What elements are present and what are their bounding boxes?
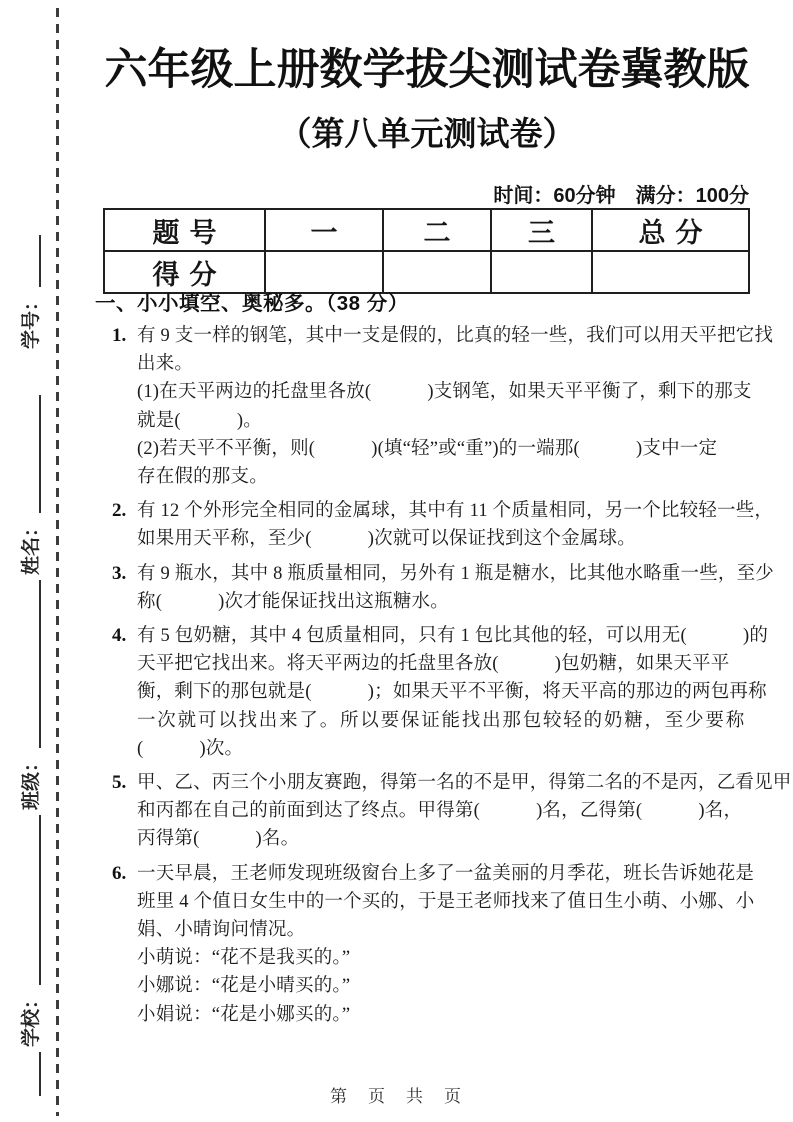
question-line: 班里 4 个值日女生中的一个买的，于是王老师找来了值日生小萌、小娜、小 <box>137 891 755 912</box>
question-5 <box>95 769 792 854</box>
score-cell-2 <box>383 251 491 293</box>
question-line: 有 5 包奶糖，其中 4 包质量相同，只有 1 包比其他的轻，可以用无( )的 <box>137 626 769 647</box>
question-2 <box>95 497 775 553</box>
question-number: 6. <box>112 862 127 884</box>
question-line: 如果用天平称，至少( )次就可以保证找到这个金属球。 <box>137 529 636 550</box>
question-1 <box>95 322 775 491</box>
binding-dashed-line <box>56 8 59 1116</box>
questions-section <box>95 292 792 1029</box>
question-line: 甲、乙、丙三个小朋友赛跑，得第一名的不是甲，得第二名的不是丙，乙看见甲 <box>137 773 792 794</box>
question-line: 娟、小晴询问情况。 <box>137 920 306 941</box>
score-header-total: 总分 <box>592 209 749 251</box>
question-line: (1)在天平两边的托盘里各放( )支钢笔，如果天平平衡了，剩下的那支 <box>137 382 752 403</box>
sidebar-field-student-id: 学号： <box>20 291 42 349</box>
fill-line <box>18 235 41 287</box>
score-cell-3 <box>491 251 592 293</box>
score-table <box>103 208 750 294</box>
question-line: (2)若天平不平衡，则( )(填“轻”或“重”)的一端那( )支中一定 <box>137 438 718 459</box>
question-line: 和丙都在自己的前面到达了终点。甲得第( )名，乙得第( )名， <box>137 801 743 822</box>
question-line: 出来。 <box>137 354 194 375</box>
question-line: 就是( )。 <box>137 410 262 431</box>
student-info-strip <box>0 0 58 1122</box>
question-number: 4. <box>112 625 127 647</box>
paper-title: 六年级上册数学拔尖测试卷冀教版 <box>104 46 750 94</box>
question-line: 一次就可以找出来了。所以要保证能找出那包较轻的奶糖，至少要称 <box>137 710 747 731</box>
question-line: 有 9 瓶水，其中 8 瓶质量相同，另外有 1 瓶是糖水，比其他水略重一些，至少 <box>137 563 775 584</box>
question-number: 5. <box>112 772 127 794</box>
score-header-part-2: 二 <box>383 209 491 251</box>
question-line: 小娜说：“花是小晴买的。” <box>137 976 351 997</box>
question-6 <box>95 860 775 1029</box>
question-3 <box>95 560 775 616</box>
question-line: 衡，剩下的那包就是( )；如果天平不平衡，将天平高的那边的两包再称 <box>137 682 767 703</box>
question-line: ( )次。 <box>137 738 244 759</box>
score-row-label: 得分 <box>104 251 265 293</box>
sidebar-field-school: 学校： <box>20 989 42 1047</box>
question-number: 3. <box>112 562 127 584</box>
question-line: 一天早晨，王老师发现班级窗台上多了一盆美丽的月季花，班长告诉她花是 <box>137 863 755 884</box>
fill-line <box>18 395 41 513</box>
question-line: 丙得第( )名。 <box>137 829 300 850</box>
question-line: 小萌说：“花不是我买的。” <box>137 948 351 969</box>
question-number: 2. <box>112 500 127 522</box>
question-line: 天平把它找出来。将天平两边的托盘里各放( )包奶糖，如果天平平 <box>137 654 730 675</box>
score-header-question-no: 题号 <box>104 209 265 251</box>
page-footer: 第 页 共 页 <box>330 1087 463 1106</box>
fill-line <box>18 580 41 748</box>
question-line: 有 9 支一样的钢笔，其中一支是假的，比真的轻一些，我们可以用天平把它找 <box>137 326 774 346</box>
question-line: 称( )次才能保证找出这瓶糖水。 <box>137 591 449 612</box>
score-header-part-3: 三 <box>491 209 592 251</box>
score-cell-1 <box>265 251 383 293</box>
question-line: 有 12 个外形完全相同的金属球，其中有 11 个质量相同，另一个比较轻一些， <box>137 501 774 522</box>
score-header-part-1: 一 <box>265 209 383 251</box>
question-line: 小娟说：“花是小娜买的。” <box>137 1004 351 1025</box>
sidebar-field-name: 姓名： <box>20 517 42 575</box>
score-table-header-row <box>104 209 749 251</box>
question-number: 1. <box>112 325 127 346</box>
score-table-score-row <box>104 251 749 293</box>
fill-line <box>18 815 41 985</box>
sidebar-field-class: 班级： <box>20 752 42 810</box>
question-line: 存在假的那支。 <box>137 467 268 488</box>
section-heading: 一、小小填空、奥秘多。（38 分） <box>95 292 409 315</box>
score-cell-total <box>592 251 749 293</box>
question-4 <box>95 622 775 763</box>
time-score-info: 时间：60分钟 满分：100分 <box>493 185 749 207</box>
paper-subtitle: （第八单元测试卷） <box>278 115 576 152</box>
